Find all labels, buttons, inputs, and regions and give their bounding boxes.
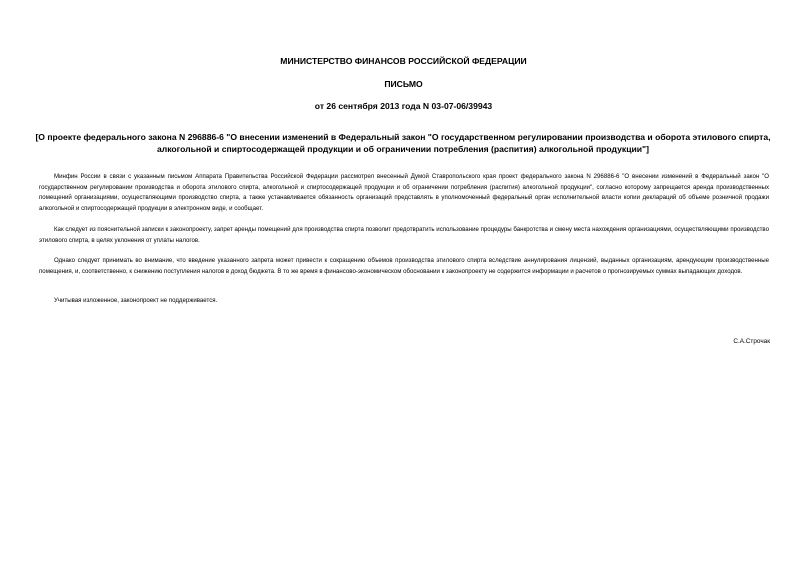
document-subject: [О проекте федерального закона N 296886-6 "О внесении изменений в Федеральный закон "О государственном регулировании производства и оборота этилового спирта, алкогольной и спиртосодержащей продукции и об ограничении потребления (распития) алкогольной продукции"]: [35, 132, 771, 154]
body-paragraph: Учитывая изложенное, законопроект не поддерживается.: [54, 297, 218, 304]
document-date-number: от 26 сентября 2013 года N 03-07-06/39943: [314, 101, 493, 111]
document-type-heading: ПИСЬМО: [384, 79, 423, 89]
body-paragraph: Однако следует принимать во внимание, что введение указанного запрета может привести к сокращению объемов производства этилового спирта вследствие аннулирования лицензий, выданных организациям, арендующим производственные помещения, и, соответственно, к снижению поступления налогов в доход бюджета. В то же время в финансово-экономическом обосновании к законопроекту не содержится информации и расчетов о прогнозируемых суммах выпадающих доходов.: [39, 257, 769, 275]
signature: С.А.Строчак: [733, 338, 770, 345]
body-paragraph: Как следует из пояснительной записки к законопроекту, запрет аренды помещений для производства спирта позволит предотвратить использование процедуры банкротства и смену места нахождения организациями, осуществляющими производство этилового спирта, в целях уклонения от уплаты налогов.: [39, 226, 769, 244]
body-paragraph: Минфин России в связи с указанным письмом Аппарата Правительства Российской Федерации рассмотрел внесенный Думой Ставропольского края проект федерального закона N 296886-6 "О внесении изменений в Федеральный закон "О государственном регулировании производства и оборота этилового спирта, алкогольной и спиртосодержащей продукции и об ограничении потребления (распития) алкогольной продукции", согласно которому запрещается аренда производственных помещений организациями, осуществляющими производство спирта, а также устанавливается обязанность организаций представлять в уполномоченный федеральный орган исполнительной власти копии деклараций об объеме розничной продажи алкогольной и спиртосодержащей продукции в электронном виде, и сообщает.: [39, 173, 769, 212]
ministry-heading: МИНИСТЕРСТВО ФИНАНСОВ РОССИЙСКОЙ ФЕДЕРАЦИИ: [280, 56, 527, 66]
